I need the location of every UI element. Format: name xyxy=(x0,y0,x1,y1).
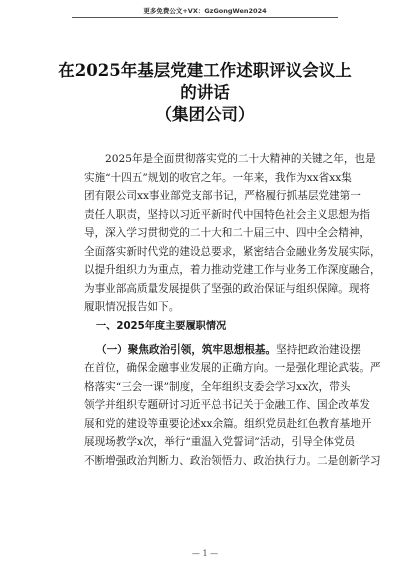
paragraph-line: 领学并组织专题研讨习近平总书记关于金融工作、国企改革发 xyxy=(84,399,371,411)
paragraph-line: 在首位，确保金融事业发展的正确方向。一是强化理论武装。严 xyxy=(84,362,381,374)
subsection-line xyxy=(84,341,361,360)
page-header: 更多免费公文+VX：GzGongWen2024 xyxy=(143,7,267,15)
paragraph-line: 2025年是全面贯彻落实党的二十大精神的关键之年，也是 xyxy=(105,153,376,165)
paragraph-line: 以提升组织力为重点，着力推动党建工作与业务工作深度融合， xyxy=(84,264,381,276)
paragraph-line: 为事业部高质量发展提供了坚强的政治保证与组织保障。现将 xyxy=(84,282,371,295)
paragraph-line: 实施“十四五”规划的收官之年。一年来，我作为xx省xx集 xyxy=(84,171,352,184)
section-heading: 一、2025年度主要履职情况 xyxy=(96,321,227,332)
paragraph-line: 格落实“三会一课”制度，全年组织支委会学习xx次，带头 xyxy=(84,380,351,393)
title-line-3: （集团公司） xyxy=(155,105,255,124)
section-1 xyxy=(84,318,381,470)
title-line-1: 在2025年基层党建工作述职评议会议上 xyxy=(58,61,352,80)
title-line-2: 的讲话 xyxy=(180,83,230,102)
paragraph-line: 履职情况报告如下。 xyxy=(84,301,180,313)
paragraph-line: 不断增强政治判断力、政治领悟力、政治执行力。二是创新学习 xyxy=(84,454,381,467)
paragraph-line: 全面落实新时代党的建设总要求，紧密结合金融业务发展实际， xyxy=(84,245,381,258)
document-title xyxy=(0,60,410,126)
page-number: — 1 — xyxy=(191,549,219,558)
paragraph-line: 展现场教学x次，举行“重温入党誓词”活动，引导全体党员 xyxy=(84,436,356,448)
paragraph-line: 团有限公司xx事业部党支部书记，严格履行抓基层党建第一 xyxy=(84,190,361,202)
header-divider xyxy=(72,17,338,18)
paragraph-line: 责任人职责，坚持以习近平新时代中国特色社会主义思想为指 xyxy=(84,208,371,221)
subsection-text: 坚持把政治建设摆 xyxy=(276,343,361,356)
intro-paragraph xyxy=(84,150,381,317)
subsection-title: （一）聚焦政治引领，筑牢思想根基。 xyxy=(96,343,277,356)
paragraph-line: 展和党的建设等重要论述xx余篇。组织党员赴红色教育基地开 xyxy=(84,417,372,430)
paragraph-line: 导，深入学习贯彻党的二十大和二十届三中、四中全会精神， xyxy=(84,227,371,239)
